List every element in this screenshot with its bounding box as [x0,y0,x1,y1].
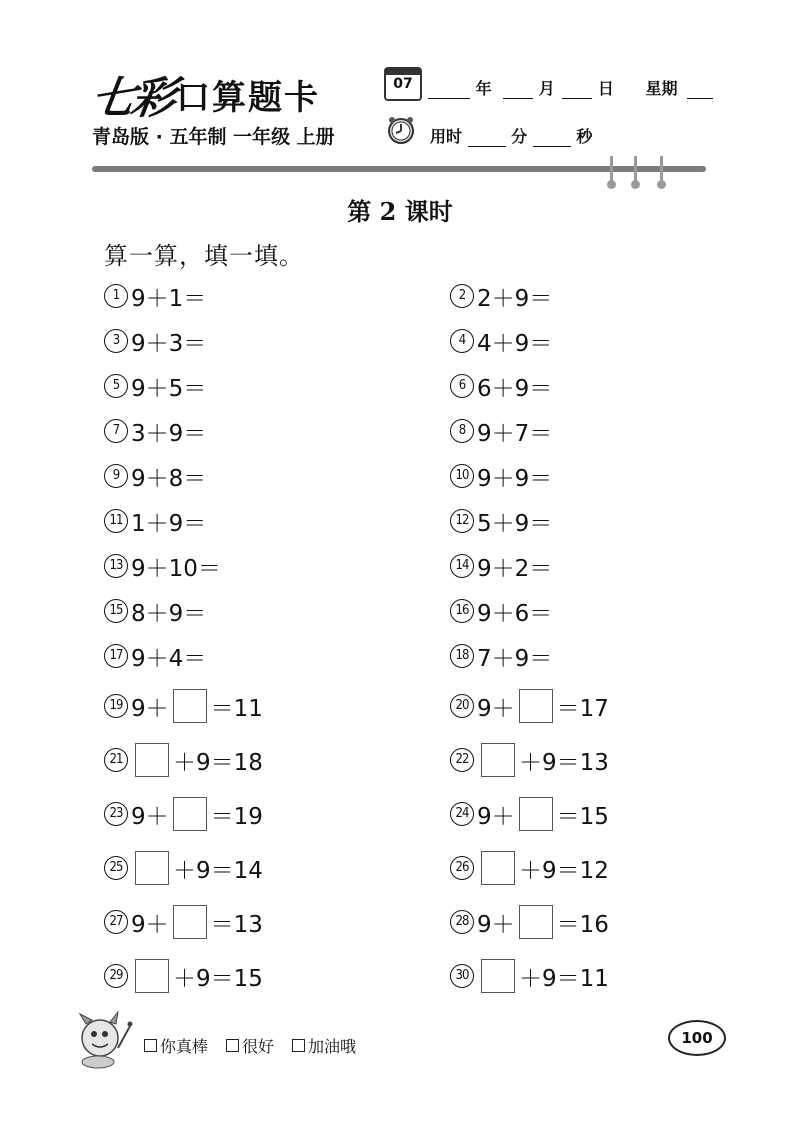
problem-number: 13 [104,554,128,578]
problem-expression: 8＋9＝ [131,600,207,627]
problem-expression: 9＋ [477,911,515,938]
problem-12 [450,503,552,539]
problem-number: 18 [450,644,474,668]
problem-11 [104,503,206,539]
problem-expression: 9＋2＝ [477,555,553,582]
problem-number: 6 [450,374,474,398]
problem-21 [104,742,263,778]
problem-22 [450,742,609,778]
problem-number: 24 [450,802,474,826]
date-fill-line [428,76,713,99]
answer-box[interactable] [519,689,553,723]
year-label: 年 [475,79,492,98]
problem-7 [104,413,206,449]
problem-29 [104,958,263,994]
problem-5 [104,368,206,404]
problem-expression: 9＋ [131,695,169,722]
answer-box[interactable] [173,689,207,723]
problem-expression: ＝11 [210,695,263,722]
mascot-illustration [72,1008,134,1070]
problem-number: 27 [104,910,128,934]
problem-expression: ＋9＝18 [173,749,263,776]
problem-number: 23 [104,802,128,826]
weekday-label: 星期 [645,79,678,98]
calendar-icon [384,67,422,101]
problem-6 [450,368,552,404]
answer-box[interactable] [135,851,169,885]
divider-pin [610,156,613,184]
lesson-title: 第 2 课时 [347,197,453,226]
problem-13 [104,548,221,584]
rating-label: 很好 [242,1037,275,1056]
problem-expression: 9＋8＝ [131,465,207,492]
rating-option-good[interactable] [226,1034,274,1057]
problem-number: 10 [450,464,474,488]
problem-number: 12 [450,509,474,533]
answer-box[interactable] [481,743,515,777]
header-divider [92,166,706,172]
day-label: 日 [597,79,614,98]
problem-number: 14 [450,554,474,578]
page-number: 100 [668,1020,726,1056]
problem-24 [450,796,609,832]
problem-number: 29 [104,964,128,988]
problem-number: 3 [104,329,128,353]
minute-label: 分 [511,127,528,146]
problem-expression: ＝19 [210,803,263,830]
problem-18 [450,638,552,674]
problem-28 [450,904,609,940]
second-blank[interactable] [533,130,571,147]
problem-26 [450,850,609,886]
problem-number: 4 [450,329,474,353]
problem-14 [450,548,552,584]
answer-box[interactable] [481,959,515,993]
problem-9 [104,458,206,494]
problem-expression: ＋9＝14 [173,857,263,884]
problem-expression: ＝17 [556,695,609,722]
problem-number: 22 [450,748,474,772]
problem-number: 19 [104,694,128,718]
instruction: 算一算，填一填。 [104,242,304,270]
problem-expression: 9＋ [477,803,515,830]
problem-17 [104,638,206,674]
rating-label: 加油哦 [308,1037,357,1056]
problem-20 [450,688,609,724]
rating-checkbox[interactable] [292,1039,305,1052]
problem-expression: 9＋4＝ [131,645,207,672]
problem-25 [104,850,263,886]
answer-box[interactable] [519,797,553,831]
problem-expression: 6＋9＝ [477,375,553,402]
problem-19 [104,688,263,724]
problem-expression: 9＋6＝ [477,600,553,627]
divider-pin [660,156,663,184]
problem-number: 1 [104,284,128,308]
month-label: 月 [538,79,555,98]
rating-option-keep-going[interactable] [292,1034,356,1057]
answer-box[interactable] [481,851,515,885]
problem-30 [450,958,609,994]
year-blank[interactable] [428,82,470,99]
calendar-day: 07 [393,76,413,92]
problem-expression: ＝15 [556,803,609,830]
problem-expression: 9＋9＝ [477,465,553,492]
problem-8 [450,413,552,449]
problem-2 [450,278,552,314]
problem-number: 21 [104,748,128,772]
problem-expression: 2＋9＝ [477,285,553,312]
time-fill-line [430,124,592,147]
brand-logo [87,68,362,124]
problem-expression: 9＋1＝ [131,285,207,312]
problem-expression: 9＋ [131,803,169,830]
time-used-label: 用时 [430,127,463,146]
edition-label: 青岛版 · 五年制 一年级 上册 [92,126,335,148]
problem-10 [450,458,552,494]
problem-expression: 9＋ [131,911,169,938]
rating-option-great[interactable] [144,1034,208,1057]
problem-number: 7 [104,419,128,443]
divider-pin [634,156,637,184]
problem-expression: 4＋9＝ [477,330,553,357]
rating-checkbox[interactable] [144,1039,157,1052]
problem-3 [104,323,206,359]
problem-23 [104,796,263,832]
problem-expression: 5＋9＝ [477,510,553,537]
problem-expression: ＋9＝11 [519,965,609,992]
problem-number: 15 [104,599,128,623]
problem-number: 30 [450,964,474,988]
problem-4 [450,323,552,359]
problem-expression: ＝13 [210,911,263,938]
weekday-blank[interactable] [687,82,713,99]
minute-blank[interactable] [468,130,506,147]
problem-expression: ＋9＝15 [173,965,263,992]
problem-number: 16 [450,599,474,623]
problem-number: 26 [450,856,474,880]
answer-box[interactable] [135,743,169,777]
problem-number: 2 [450,284,474,308]
rating-checkbox[interactable] [226,1039,239,1052]
answer-box[interactable] [519,905,553,939]
answer-box[interactable] [173,905,207,939]
problem-expression: 9＋ [477,695,515,722]
problem-16 [450,593,552,629]
problem-number: 17 [104,644,128,668]
problem-expression: 7＋9＝ [477,645,553,672]
problem-27 [104,904,263,940]
problem-expression: ＋9＝12 [519,857,609,884]
rating-label: 你真棒 [160,1037,209,1056]
brand-mark: 七彩 [87,73,175,124]
problem-number: 20 [450,694,474,718]
problem-number: 9 [104,464,128,488]
day-blank[interactable] [562,82,592,99]
month-blank[interactable] [503,82,533,99]
problem-expression: 9＋7＝ [477,420,553,447]
answer-box[interactable] [135,959,169,993]
problem-expression: ＋9＝13 [519,749,609,776]
problem-number: 11 [104,509,128,533]
problem-number: 25 [104,856,128,880]
answer-box[interactable] [173,797,207,831]
problem-number: 5 [104,374,128,398]
problem-expression: 9＋5＝ [131,375,207,402]
problem-number: 8 [450,419,474,443]
brand-title: 口算题卡 [176,77,320,118]
problem-expression: 3＋9＝ [131,420,207,447]
problem-1 [104,278,206,314]
self-rating [144,1034,356,1057]
alarm-clock-icon [386,115,416,145]
problem-expression: 1＋9＝ [131,510,207,537]
problem-expression: 9＋10＝ [131,555,221,582]
problem-number: 28 [450,910,474,934]
problem-expression: ＝16 [556,911,609,938]
problem-15 [104,593,206,629]
second-label: 秒 [576,127,593,146]
problem-expression: 9＋3＝ [131,330,207,357]
